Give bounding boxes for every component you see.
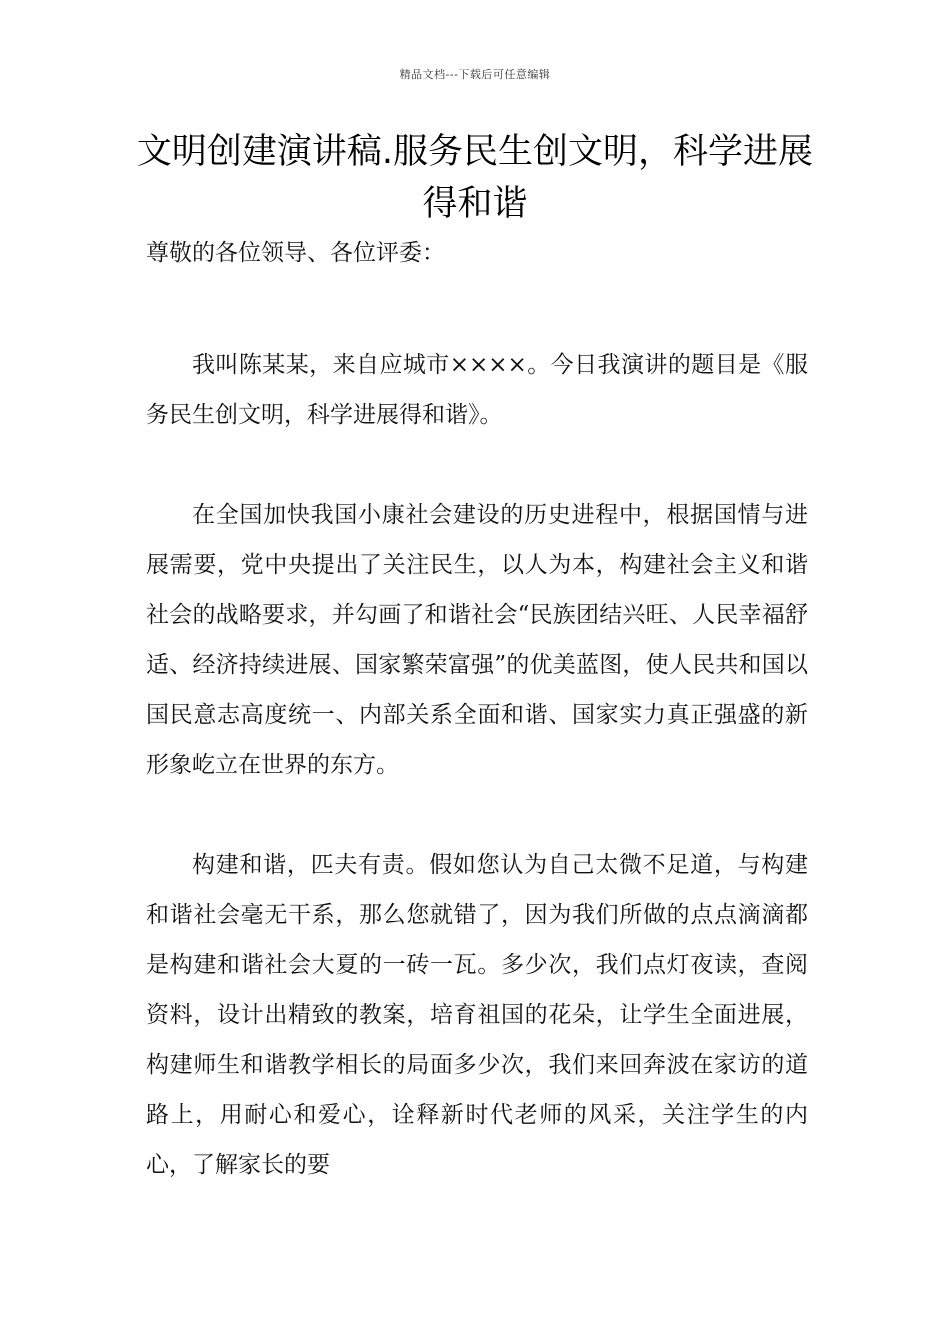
salutation: 尊敬的各位领导、各位评委： [146, 240, 445, 266]
paragraph-intro: 我叫陈某某，来自应城市××××。今日我演讲的题目是《服务民生创文明，科学进展得和谐》。 [146, 352, 808, 428]
paragraph-harmonious-society: 在全国加快我国小康社会建设的历史进程中，根据国情与进展需要，党中央提出了关注民生，以人为本，构建社会主义和谐社会的战略要求，并勾画了和谐社会“民族团结兴旺、人民幸福舒适、经济持续进展、国家繁荣富强”的优美蓝图，使人民共和国以国民意志高度统一、内部关系全面和谐、国家实力真正强盛的新形象屹立在世界的东方。 [146, 502, 808, 778]
header-note: 精品文档---下载后可任意编辑 [399, 68, 551, 81]
paragraph-building-harmony: 构建和谐，匹夫有责。假如您认为自己太微不足道，与构建和谐社会毫无干系，那么您就错了，因为我们所做的点点滴滴都是构建和谐社会大夏的一砖一瓦。多少次，我们点灯夜读，查阅资料，设计出精致的教案，培育祖国的花朵，让学生全面进展，构建师生和谐教学相长的局面多少次，我们来回奔波在家访的道路上，用耐心和爱心，诠释新时代老师的风采，关注学生的内心，了解家长的要 [146, 852, 808, 1178]
document-body [146, 228, 808, 1190]
document-title: 文明创建演讲稿.服务民生创文明，科学进展得和谐 [136, 132, 814, 224]
